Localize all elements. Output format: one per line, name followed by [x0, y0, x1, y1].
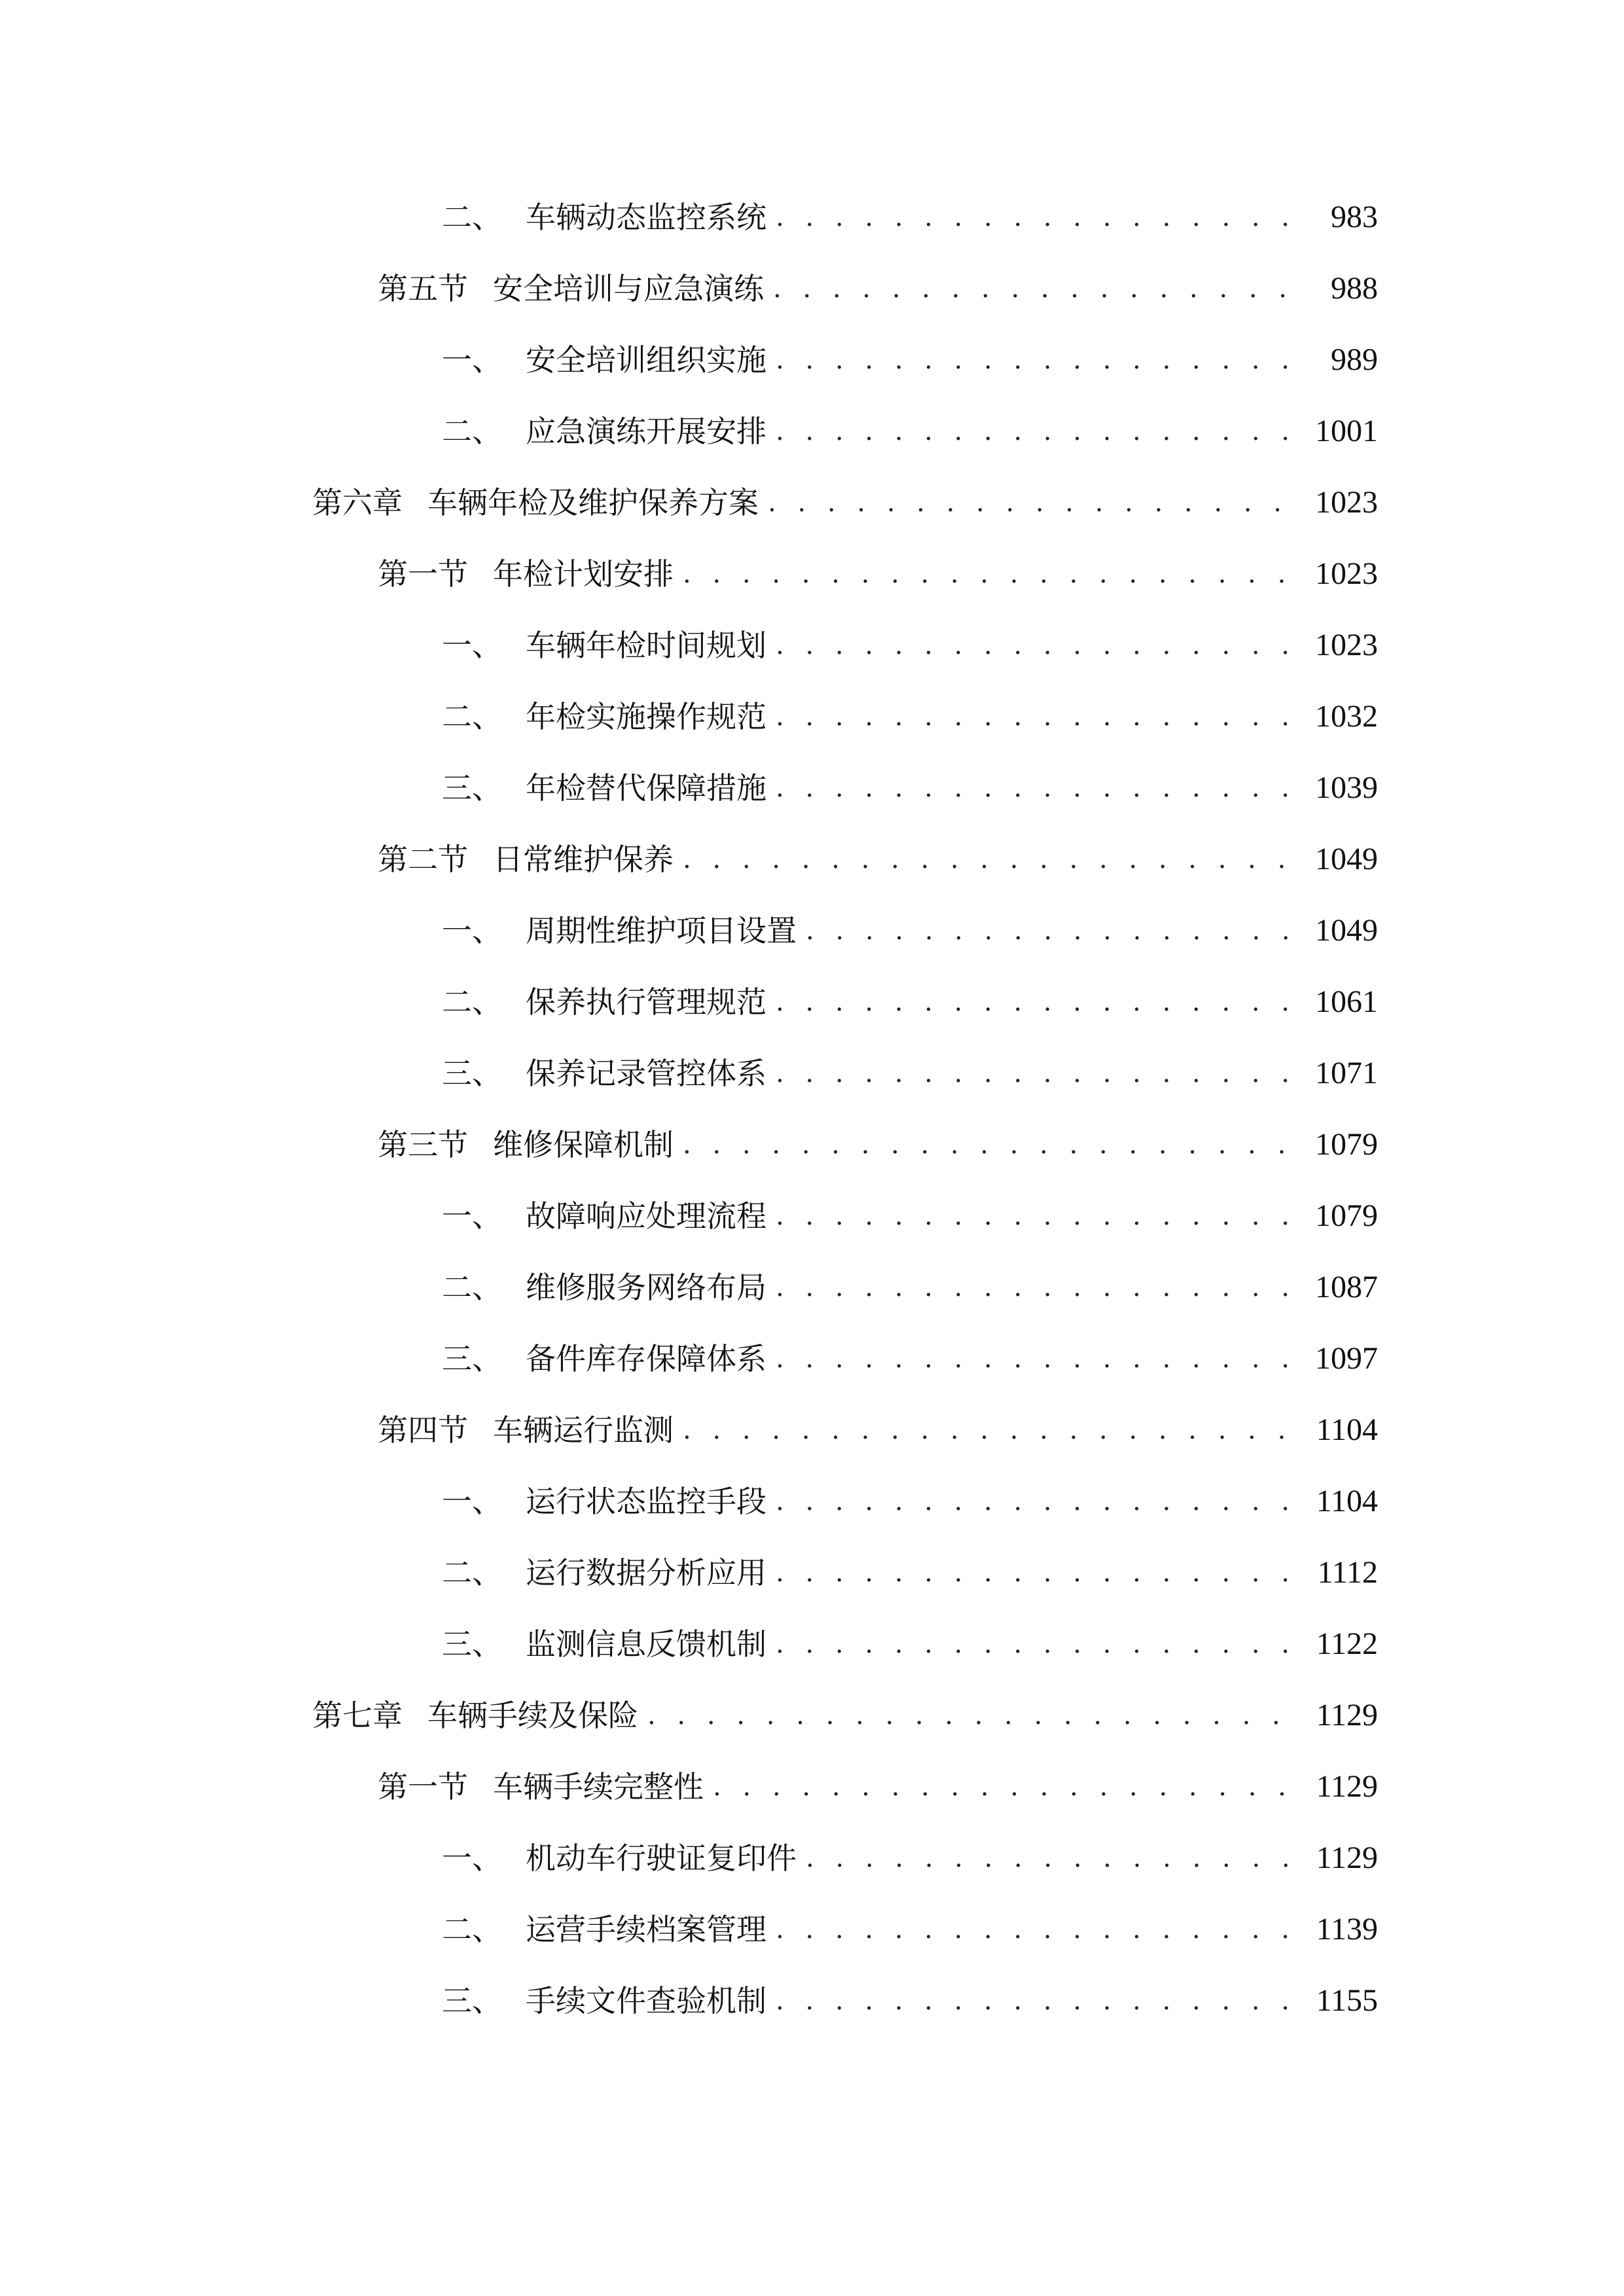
- toc-entry-title: 备件库存保障体系: [526, 1341, 767, 1376]
- toc-entry-number: 二、: [442, 984, 502, 1020]
- toc-entry-page: 989: [1331, 342, 1378, 377]
- dot-leader: [806, 905, 1303, 957]
- toc-entry-title: 保养执行管理规范: [526, 984, 767, 1020]
- toc-entry[interactable]: [442, 1618, 1378, 1670]
- dot-leader: [776, 1903, 1303, 1956]
- toc-entry[interactable]: [442, 191, 1378, 243]
- toc-entry-page: 1049: [1315, 913, 1378, 948]
- dot-leader: [776, 1618, 1303, 1670]
- toc-entry-title: 安全培训组织实施: [526, 342, 767, 378]
- dot-leader: [683, 1404, 1303, 1456]
- toc-entry-number: 一、: [442, 628, 502, 663]
- toc-entry-title: 车辆手续及保险: [427, 1698, 638, 1733]
- toc-entry-page: 1023: [1315, 628, 1378, 662]
- toc-entry-page: 1139: [1316, 1912, 1378, 1946]
- toc-entry[interactable]: [442, 976, 1378, 1028]
- toc-entry-number: 一、: [442, 1840, 502, 1876]
- toc-entry-page: 983: [1331, 200, 1378, 234]
- dot-leader: [683, 548, 1303, 600]
- toc-entry[interactable]: [442, 1261, 1378, 1314]
- dot-leader: [776, 1047, 1303, 1100]
- dot-leader: [776, 1261, 1303, 1314]
- toc-entry[interactable]: [442, 1047, 1378, 1100]
- toc-entry[interactable]: [442, 1475, 1378, 1528]
- toc-entry[interactable]: [442, 762, 1378, 814]
- toc-entry-number: 二、: [442, 1912, 502, 1947]
- toc-entry-page: 1129: [1316, 1698, 1378, 1732]
- toc-entry-page: 1079: [1315, 1127, 1378, 1162]
- dot-leader: [776, 405, 1303, 457]
- toc-entry-title: 保养记录管控体系: [526, 1056, 767, 1091]
- toc-entry[interactable]: [442, 619, 1378, 672]
- toc-entry-title: 车辆手续完整性: [493, 1769, 704, 1804]
- toc-entry-number: 三、: [442, 770, 502, 806]
- toc-entry-number: 第五节: [378, 271, 468, 306]
- toc-entry-page: 1112: [1317, 1555, 1378, 1590]
- toc-entry-page: 1097: [1315, 1341, 1378, 1376]
- toc-entry-title: 年检实施操作规范: [526, 699, 767, 734]
- toc-entry[interactable]: [442, 405, 1378, 457]
- toc-entry-page: 1023: [1315, 485, 1378, 520]
- toc-entry-number: 第三节: [378, 1127, 468, 1162]
- toc-entry-title: 监测信息反馈机制: [526, 1626, 767, 1662]
- dot-leader: [683, 1119, 1303, 1171]
- toc-entry-number: 三、: [442, 1056, 502, 1091]
- dot-leader: [776, 334, 1303, 386]
- dot-leader: [776, 1547, 1303, 1599]
- toc-entry-page: 1001: [1315, 414, 1378, 448]
- toc-entry-number: 三、: [442, 1626, 502, 1662]
- toc-entry-title: 车辆动态监控系统: [526, 200, 767, 235]
- toc-entry-page: 1023: [1315, 556, 1378, 591]
- toc-entry-page: 1039: [1315, 770, 1378, 805]
- toc-entry[interactable]: [378, 548, 1378, 600]
- toc-entry-page: 1104: [1316, 1412, 1378, 1447]
- dot-leader: [776, 1475, 1303, 1528]
- toc-entry[interactable]: [312, 476, 1378, 529]
- toc-entry-title: 运行状态监控手段: [526, 1484, 767, 1519]
- dot-leader: [776, 191, 1303, 243]
- toc-entry-number: 一、: [442, 1484, 502, 1519]
- toc-entry-page: 1061: [1315, 984, 1378, 1019]
- toc-entry-page: 1049: [1315, 842, 1378, 876]
- toc-entry-title: 手续文件查验机制: [526, 1983, 767, 2018]
- dot-leader: [713, 1761, 1303, 1813]
- toc-entry-number: 第六章: [312, 485, 403, 520]
- toc-entry-page: 1071: [1315, 1056, 1378, 1090]
- toc-entry-page: 1032: [1315, 699, 1378, 734]
- toc-entry-title: 机动车行驶证复印件: [526, 1840, 797, 1876]
- dot-leader: [776, 1333, 1303, 1385]
- toc-entry[interactable]: [442, 1903, 1378, 1956]
- toc-entry-title: 运营手续档案管理: [526, 1912, 767, 1947]
- toc-entry[interactable]: [442, 1190, 1378, 1242]
- toc-entry-number: 第四节: [378, 1412, 468, 1448]
- toc-entry-number: 第二节: [378, 842, 468, 877]
- dot-leader: [776, 1975, 1303, 2027]
- toc-entry-title: 年检替代保障措施: [526, 770, 767, 806]
- toc-entry-number: 一、: [442, 342, 502, 378]
- toc-entry-title: 故障响应处理流程: [526, 1198, 767, 1234]
- toc-entry-number: 第七章: [312, 1698, 403, 1733]
- toc-entry-title: 周期性维护项目设置: [526, 913, 797, 948]
- toc-entry-number: 二、: [442, 699, 502, 734]
- toc-entry[interactable]: [442, 905, 1378, 957]
- dot-leader: [647, 1689, 1303, 1742]
- dot-leader: [776, 691, 1303, 743]
- toc-entry-page: 1079: [1315, 1198, 1378, 1233]
- dot-leader: [806, 1832, 1303, 1884]
- dot-leader: [776, 976, 1303, 1028]
- toc-entry-title: 运行数据分析应用: [526, 1555, 767, 1590]
- toc-entry-number: 二、: [442, 414, 502, 449]
- toc-entry-number: 一、: [442, 1198, 502, 1234]
- toc-entry-title: 日常维护保养: [493, 842, 674, 877]
- toc-entry-number: 第一节: [378, 556, 468, 592]
- dot-leader: [776, 1190, 1303, 1242]
- toc-entry[interactable]: [378, 833, 1378, 886]
- toc-entry-page: 1129: [1316, 1769, 1378, 1804]
- dot-leader: [776, 762, 1303, 814]
- toc-entry-title: 年检计划安排: [493, 556, 674, 592]
- toc-entry-page: 1104: [1316, 1484, 1378, 1518]
- dot-leader: [776, 619, 1303, 672]
- toc-entry-title: 车辆年检及维护保养方案: [427, 485, 759, 520]
- toc-entry-title: 维修服务网络布局: [526, 1270, 767, 1305]
- toc-entry-number: 二、: [442, 1555, 502, 1590]
- toc-entry-title: 维修保障机制: [493, 1127, 674, 1162]
- toc-entry-title: 车辆运行监测: [493, 1412, 674, 1448]
- toc-entry[interactable]: [442, 1547, 1378, 1599]
- toc-entry[interactable]: [378, 262, 1378, 315]
- toc-entry-number: 二、: [442, 1270, 502, 1305]
- toc-entry[interactable]: [442, 1975, 1378, 2027]
- toc-entry-page: 1129: [1316, 1840, 1378, 1875]
- toc-entry-page: 1155: [1316, 1983, 1378, 2018]
- toc-entry-number: 一、: [442, 913, 502, 948]
- toc-entry-page: 988: [1331, 271, 1378, 306]
- toc-entry-page: 1122: [1316, 1626, 1378, 1661]
- dot-leader: [768, 476, 1303, 529]
- toc-entry[interactable]: [378, 1119, 1378, 1171]
- toc-entry-title: 安全培训与应急演练: [493, 271, 764, 306]
- toc-entry-title: 车辆年检时间规划: [526, 628, 767, 663]
- toc-entry[interactable]: [378, 1404, 1378, 1456]
- toc-entry[interactable]: [312, 1689, 1378, 1742]
- toc-entry-page: 1087: [1315, 1270, 1378, 1304]
- toc-entry-title: 应急演练开展安排: [526, 414, 767, 449]
- toc-entry[interactable]: [378, 1761, 1378, 1813]
- toc-entry[interactable]: [442, 1832, 1378, 1884]
- toc-entry[interactable]: [442, 691, 1378, 743]
- toc-entry-number: 三、: [442, 1341, 502, 1376]
- toc-entry[interactable]: [442, 1333, 1378, 1385]
- toc-entry-number: 第一节: [378, 1769, 468, 1804]
- dot-leader: [683, 833, 1303, 886]
- toc-entry-number: 二、: [442, 200, 502, 235]
- toc-entry[interactable]: [442, 334, 1378, 386]
- toc-entry-number: 三、: [442, 1983, 502, 2018]
- dot-leader: [773, 262, 1303, 315]
